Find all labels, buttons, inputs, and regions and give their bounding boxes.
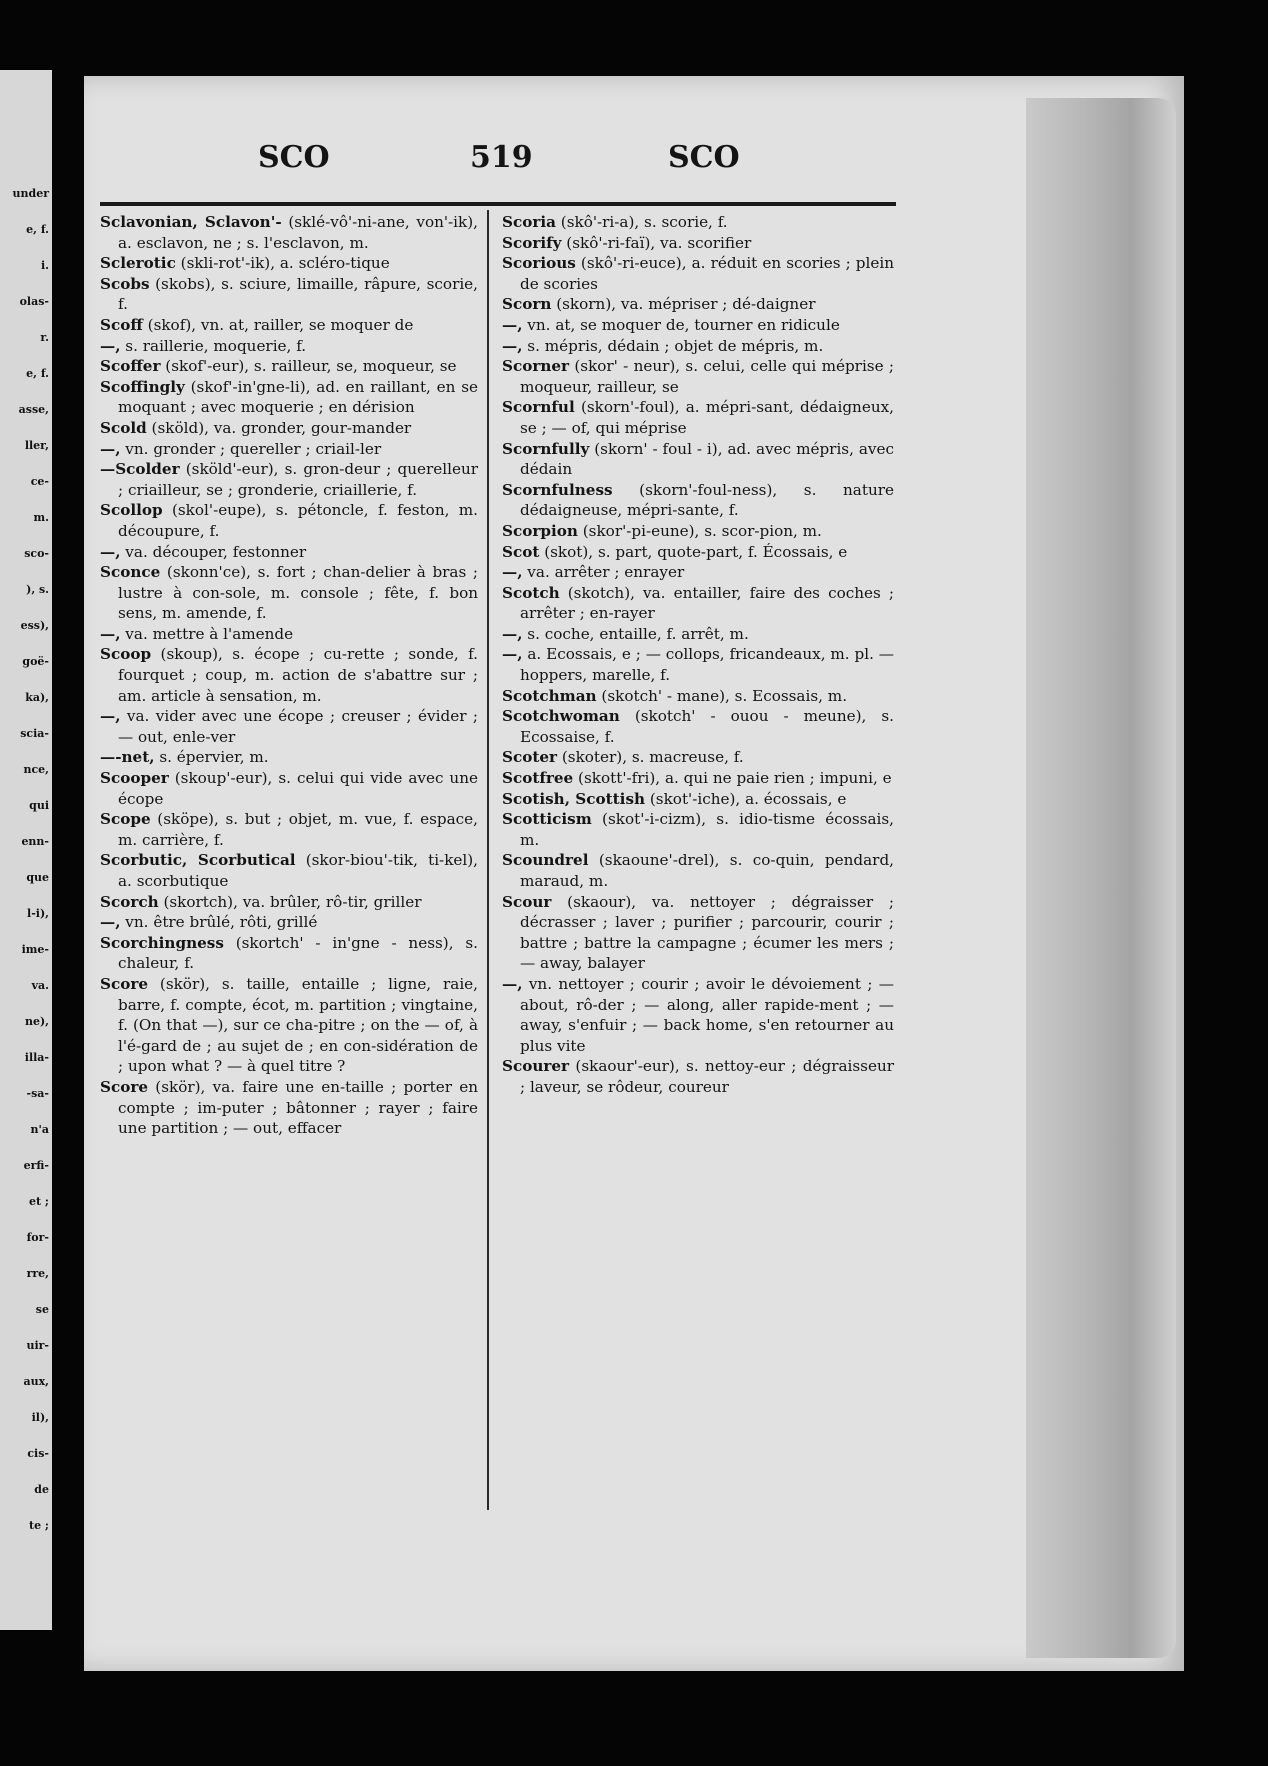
left-page-fragment: uir- xyxy=(26,1339,49,1352)
entry-headword: —, xyxy=(100,707,121,726)
dictionary-entry xyxy=(100,459,478,500)
dictionary-entry xyxy=(100,747,478,768)
entry-definition: vn. nettoyer ; courir ; avoir le dévoiement ; — about, rô-der ; — along, aller rapide-ment ; — away, s'enfuir ; — back home, s'en retourner au plus vite xyxy=(520,974,894,1055)
dictionary-entry xyxy=(502,706,894,747)
entry-definition: (skoup), s. écope ; cu-rette ; sonde, f. fourquet ; coup, m. action de s'abattre sur ; am. article à sensation, m. xyxy=(118,645,478,705)
dictionary-entry xyxy=(100,274,478,315)
entry-definition: s. raillerie, moquerie, f. xyxy=(120,336,307,355)
left-page-fragment: n'a xyxy=(30,1123,49,1136)
dictionary-entry xyxy=(502,562,894,583)
entry-headword: —, xyxy=(502,624,523,643)
entry-headword: Scot xyxy=(502,542,540,561)
dictionary-entry xyxy=(100,356,478,377)
entry-headword: Scoffer xyxy=(100,357,161,376)
left-page-fragment: e, f. xyxy=(26,223,49,236)
dictionary-entry xyxy=(100,850,478,891)
dictionary-entry xyxy=(502,212,894,233)
entry-headword: Scold xyxy=(100,418,147,437)
entry-definition: (skorn), va. mépriser ; dé-daigner xyxy=(551,295,816,314)
dictionary-entry xyxy=(100,542,478,563)
left-page-fragment: ne), xyxy=(24,1015,49,1028)
entry-definition: vn. être brûlé, rôti, grillé xyxy=(120,913,318,932)
dictionary-entry xyxy=(502,253,894,294)
entry-headword: Scourer xyxy=(502,1057,570,1076)
entry-definition: (skoter), s. macreuse, f. xyxy=(557,748,744,767)
left-page-fragment: ka), xyxy=(25,691,49,704)
page-header xyxy=(100,140,900,192)
dictionary-entry xyxy=(502,747,894,768)
left-page-fragment: ime- xyxy=(21,943,49,956)
entry-headword: Scoundrel xyxy=(502,851,589,870)
entry-headword: Scotfree xyxy=(502,769,574,788)
entry-headword: Scorn xyxy=(502,295,552,314)
left-page-fragment: aux, xyxy=(23,1375,49,1388)
entry-definition: (skaoune'-drel), s. co-quin, pendard, maraud, m. xyxy=(520,851,894,890)
entry-headword: Scotch xyxy=(502,583,560,602)
entry-definition: (skol'-eupe), s. pétoncle, f. feston, m. découpure, f. xyxy=(118,501,478,540)
left-page-fragment: i. xyxy=(40,259,49,272)
entry-headword: Scobs xyxy=(100,274,150,293)
dictionary-entry xyxy=(100,809,478,850)
left-page-fragment: scia- xyxy=(20,727,49,740)
entry-headword: —, xyxy=(100,913,121,932)
left-page-fragment: enn- xyxy=(21,835,49,848)
left-page-fragment: ce- xyxy=(30,475,49,488)
left-page-fragment: rre, xyxy=(26,1267,49,1280)
entry-definition: va. arrêter ; enrayer xyxy=(522,563,685,582)
entry-definition: (sklé-vô'-ni-ane, von'-ik), a. esclavon, ne ; s. l'esclavon, m. xyxy=(118,213,478,252)
dictionary-entry xyxy=(100,974,478,1077)
entry-headword: Scope xyxy=(100,810,151,829)
entry-headword: Scour xyxy=(502,892,552,911)
dictionary-entry xyxy=(502,789,894,810)
dictionary-entry xyxy=(100,562,478,624)
dictionary-entry xyxy=(100,439,478,460)
entry-headword: —, xyxy=(100,624,121,643)
dictionary-entry xyxy=(100,212,478,253)
entry-headword: Scorious xyxy=(502,254,576,273)
entry-definition: va. vider avec une écope ; creuser ; évider ; — out, enle-ver xyxy=(118,707,478,746)
dictionary-entry xyxy=(502,686,894,707)
entry-definition: (skortch), va. brûler, rô-tir, griller xyxy=(158,892,422,911)
entry-definition: (skott'-fri), a. qui ne paie rien ; impuni, e xyxy=(573,769,892,788)
entry-headword: —, xyxy=(100,439,121,458)
dictionary-entry xyxy=(100,377,478,418)
dictionary-entry xyxy=(502,809,894,850)
entry-definition: (skor' - neur), s. celui, celle qui méprise ; moqueur, railleur, se xyxy=(520,357,894,396)
entry-definition: (skorn'-foul-ness), s. nature dédaigneuse, mépri-sante, f. xyxy=(520,480,894,520)
entry-definition: (skaour'-eur), s. nettoy-eur ; dégraisseur ; laveur, se rôdeur, coureur xyxy=(520,1057,894,1096)
entry-definition: (sköld'-eur), s. gron-deur ; querelleur ; criailleur, se ; gronderie, criaillerie, f. xyxy=(118,460,478,499)
left-page-fragment: nce, xyxy=(23,763,49,776)
entry-headword: Scorpion xyxy=(502,521,578,540)
dictionary-entry xyxy=(100,418,478,439)
dictionary-entry xyxy=(502,439,894,480)
dictionary-entry xyxy=(100,624,478,645)
entry-definition: vn. gronder ; quereller ; criail-ler xyxy=(120,439,382,458)
entry-headword: —Scolder xyxy=(100,460,180,479)
entry-definition: (skot'-iche), a. écossais, e xyxy=(645,789,847,808)
entry-definition: (skorn'-foul), a. mépri-sant, dédaigneux, se ; — of, qui méprise xyxy=(520,398,894,437)
dictionary-entry xyxy=(502,294,894,315)
entry-headword: Scooper xyxy=(100,769,169,788)
entry-headword: Scoop xyxy=(100,645,152,664)
entry-definition: (skobs), s. sciure, limaille, râpure, scorie, f. xyxy=(118,274,478,314)
left-page-fragment: l-i), xyxy=(27,907,49,920)
dictionary-entry xyxy=(502,583,894,624)
entry-definition: (skotch' - mane), s. Ecossais, m. xyxy=(596,686,848,705)
left-page-fragment: qui xyxy=(29,799,49,812)
entry-definition: s. coche, entaille, f. arrêt, m. xyxy=(522,624,749,643)
left-guide-word: SCO xyxy=(258,140,330,175)
entry-headword: Score xyxy=(100,1077,149,1096)
left-page-fragment: ess), xyxy=(20,619,49,632)
left-page-fragment: for- xyxy=(26,1231,49,1244)
entry-headword: Scotticism xyxy=(502,810,592,829)
right-column xyxy=(502,212,894,1098)
dictionary-entry xyxy=(502,892,894,974)
entry-headword: Score xyxy=(100,974,149,993)
dictionary-entry xyxy=(502,480,894,521)
entry-definition: a. Ecossais, e ; — collops, fricandeaux, m. pl. — hoppers, marelle, f. xyxy=(520,645,894,685)
dictionary-entry xyxy=(100,768,478,809)
entry-headword: Scorch xyxy=(100,892,159,911)
entry-definition: (skor-biou'-tik, ti-kel), a. scorbutique xyxy=(118,851,478,890)
entry-definition: (skot), s. part, quote-part, f. Écossais, e xyxy=(539,542,848,561)
entry-headword: Scorner xyxy=(502,357,570,376)
left-page-fragment: va. xyxy=(31,979,49,992)
entry-definition: (skô'-ri-a), s. scorie, f. xyxy=(555,213,728,231)
entry-definition: vn. at, se moquer de, tourner en ridicule xyxy=(522,315,840,334)
left-page-fragment: ller, xyxy=(24,439,49,452)
dictionary-entry xyxy=(502,624,894,645)
entry-headword: Scoria xyxy=(502,213,556,231)
entry-definition: (skortch' - in'gne - ness), s. chaleur, f. xyxy=(118,933,478,973)
left-page-fragment: asse, xyxy=(18,403,49,416)
entry-headword: Scotish, Scottish xyxy=(502,789,646,808)
entry-headword: Scoff xyxy=(100,315,143,334)
dictionary-entry xyxy=(100,336,478,357)
left-page-fragment: illa- xyxy=(24,1051,49,1064)
entry-definition: (skot'-i-cizm), s. idio-tisme écossais, m. xyxy=(520,810,894,849)
dictionary-entry xyxy=(502,521,894,542)
dictionary-entry xyxy=(100,706,478,747)
entry-definition: (skof), vn. at, railler, se moquer de xyxy=(142,315,414,334)
left-page-fragment: que xyxy=(26,871,49,884)
entry-headword: —, xyxy=(502,645,523,664)
dictionary-entry xyxy=(502,356,894,397)
entry-definition: (skoup'-eur), s. celui qui vide avec une écope xyxy=(118,769,478,808)
entry-headword: Scollop xyxy=(100,501,163,520)
entry-definition: (skör), va. faire une en-taille ; porter en compte ; im-puter ; bâtonner ; rayer ; faire une partition ; — out, effacer xyxy=(118,1077,478,1138)
dictionary-entry xyxy=(502,397,894,438)
entry-definition: (skorn' - foul - i), ad. avec mépris, avec dédain xyxy=(520,439,894,479)
left-page-fragment: cis- xyxy=(27,1447,49,1460)
left-page-fragment: se xyxy=(35,1303,49,1316)
entry-headword: —, xyxy=(100,542,121,561)
left-page-fragment: de xyxy=(34,1483,49,1496)
left-page-fragment: sco- xyxy=(24,547,49,560)
left-page-sliver xyxy=(0,70,52,1630)
page-edge-shadow xyxy=(1026,98,1176,1658)
dictionary-entry xyxy=(100,500,478,541)
dictionary-entry xyxy=(502,315,894,336)
left-page-fragment: te ; xyxy=(29,1519,49,1532)
entry-definition: s. mépris, dédain ; objet de mépris, m. xyxy=(522,336,824,355)
left-page-fragment: m. xyxy=(33,511,49,524)
left-page-fragment: under xyxy=(12,187,49,200)
entry-headword: Scotchman xyxy=(502,686,597,705)
entry-headword: Scornfulness xyxy=(502,480,613,499)
entry-definition: (skof'-eur), s. railleur, se, moqueur, se xyxy=(160,357,457,376)
entry-definition: (skaour), va. nettoyer ; dégraisser ; décrasser ; laver ; purifier ; parcourir, courir ; battre ; battre la campagne ; écumer les mers ; — away, balayer xyxy=(520,892,894,973)
entry-headword: —, xyxy=(502,315,523,334)
dictionary-entry xyxy=(100,253,478,274)
dictionary-entry xyxy=(100,1077,478,1139)
dictionary-entry xyxy=(502,644,894,685)
entry-headword: Scorchingness xyxy=(100,933,224,952)
left-page-fragment: goë- xyxy=(22,655,49,668)
header-rule xyxy=(100,202,896,206)
entry-headword: —, xyxy=(502,974,523,993)
entry-definition: (skor'-pi-eune), s. scor-pion, m. xyxy=(577,521,822,540)
dictionary-entry xyxy=(100,644,478,706)
entry-headword: Sclerotic xyxy=(100,254,176,273)
entry-headword: Scoffingly xyxy=(100,377,185,396)
left-page-fragment: erfi- xyxy=(23,1159,49,1172)
entry-definition: (skô'-ri-faï), va. scorifier xyxy=(561,233,752,252)
page-number: 519 xyxy=(470,140,533,175)
entry-headword: Scoter xyxy=(502,748,558,767)
entry-definition: (sköpe), s. but ; objet, m. vue, f. espace, m. carrière, f. xyxy=(118,810,478,849)
left-page-fragment: e, f. xyxy=(26,367,49,380)
entry-headword: Scornfully xyxy=(502,439,590,458)
entry-definition: (skotch' - ouou - meune), s. Ecossaise, f. xyxy=(520,707,894,746)
entry-headword: —, xyxy=(100,336,121,355)
dictionary-entry xyxy=(502,336,894,357)
entry-definition: (skli-rot'-ik), a. scléro-tique xyxy=(175,254,390,273)
entry-headword: Scotchwoman xyxy=(502,707,620,726)
dictionary-entry xyxy=(502,542,894,563)
dictionary-entry xyxy=(100,892,478,913)
dictionary-entry xyxy=(100,933,478,974)
entry-definition: (skör), s. taille, entaille ; ligne, raie, barre, f. compte, écot, m. partition ; vingtaine, f. (On that —), sur ce cha-pitre ; on the — of, à l'é-gard de ; au sujet de ; en con-sidération de ; upon what ? — à quel titre ? xyxy=(118,974,478,1076)
entry-headword: —-net, xyxy=(100,748,155,767)
entry-definition: va. mettre à l'amende xyxy=(120,624,294,643)
dictionary-entry xyxy=(502,974,894,1056)
entry-definition: (skotch), va. entailler, faire des coches ; arrêter ; en-rayer xyxy=(520,583,894,623)
column-divider xyxy=(487,210,489,1510)
left-page-fragment: ), s. xyxy=(26,583,49,596)
entry-headword: Scornful xyxy=(502,398,575,417)
entry-headword: Sclavonian, Sclavon'- xyxy=(100,213,282,231)
entry-definition: (skof'-in'gne-li), ad. en raillant, en se moquant ; avec moquerie ; en dérision xyxy=(118,377,478,417)
dictionary-entry xyxy=(100,912,478,933)
entry-headword: Scorbutic, Scorbutical xyxy=(100,851,296,870)
entry-headword: —, xyxy=(502,563,523,582)
left-page-fragment: il), xyxy=(31,1411,49,1424)
dictionary-entry xyxy=(502,768,894,789)
entry-definition: s. épervier, m. xyxy=(154,748,269,767)
dictionary-entry xyxy=(100,315,478,336)
entry-definition: (skonn'ce), s. fort ; chan-delier à bras ; lustre à con-sole, m. console ; fête, f. bon sens, m. amende, f. xyxy=(118,563,478,623)
left-page-fragment: olas- xyxy=(19,295,49,308)
left-page-fragment: -sa- xyxy=(26,1087,49,1100)
right-guide-word: SCO xyxy=(668,140,740,175)
entry-headword: Scorify xyxy=(502,233,562,252)
entry-headword: Sconce xyxy=(100,563,161,582)
entry-definition: (sköld), va. gronder, gour-mander xyxy=(146,418,412,437)
entry-definition: va. découper, festonner xyxy=(120,542,307,561)
left-page-fragment: r. xyxy=(40,331,49,344)
dictionary-entry xyxy=(502,850,894,891)
dictionary-entry xyxy=(502,1056,894,1097)
dictionary-entry xyxy=(502,233,894,254)
entry-definition: (skô'-ri-euce), a. réduit en scories ; plein de scories xyxy=(520,254,894,293)
left-page-fragment: et ; xyxy=(29,1195,49,1208)
left-column xyxy=(100,212,478,1139)
entry-headword: —, xyxy=(502,336,523,355)
